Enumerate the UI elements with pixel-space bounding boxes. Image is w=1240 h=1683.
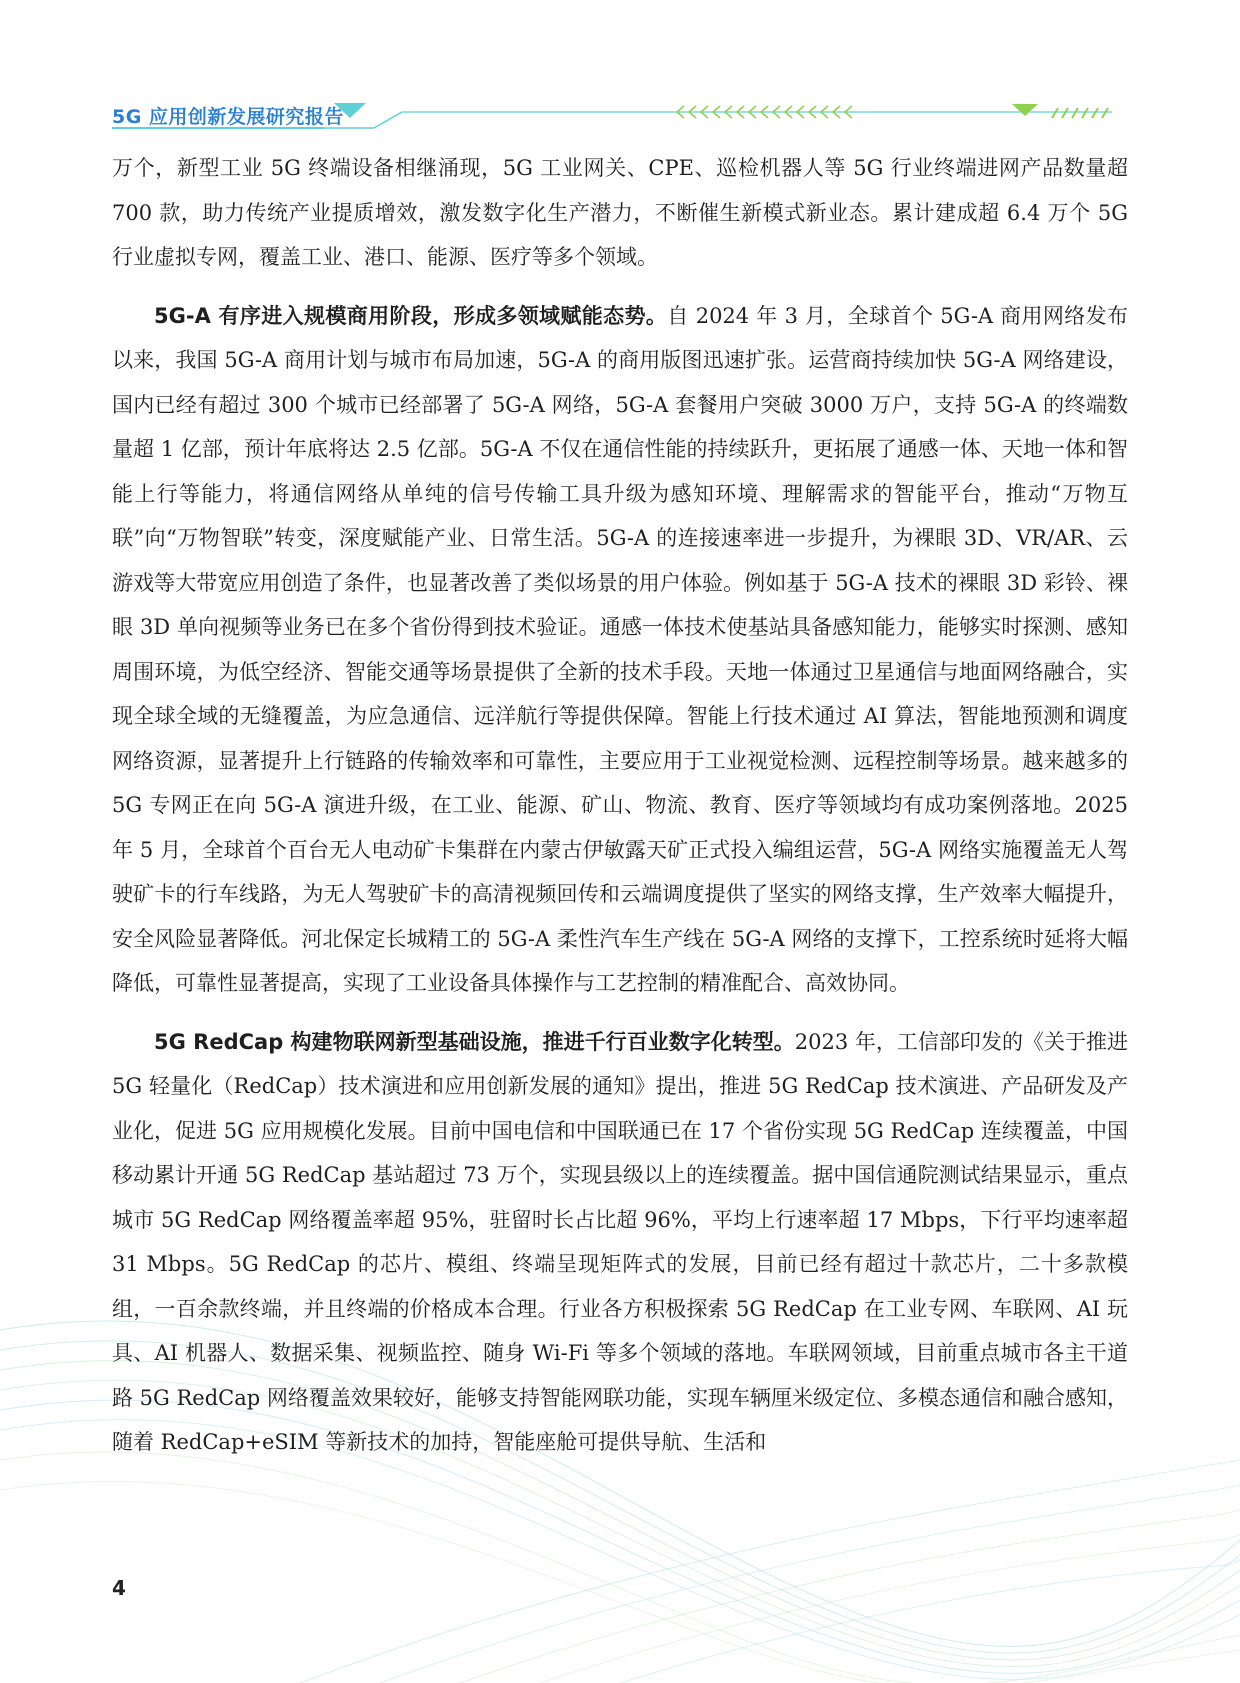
header-title: 5G 应用创新发展研究报告 bbox=[112, 106, 344, 128]
paragraph-lead: 5G-A 有序进入规模商用阶段，形成多领域赋能态势。 bbox=[154, 303, 668, 328]
page-number: 4 bbox=[112, 1576, 126, 1600]
paragraph-text: 2023 年，工信部印发的《关于推进 5G 轻量化（RedCap）技术演进和应用创新发展的通知》提出，推进 5G RedCap 技术演进、产品研发及产业化，促进 5G 应用规模化发展。目前中国电信和中国联通已在 17 个省份实现 5G RedCap 连续覆盖，中国移动累计开通 5G RedCap 基站超过 73 万个，实现县级以上的连续覆盖。据中国信通院测试结果显示，重点城市 5G RedCap 网络覆盖率超 95%，驻留时长占比超 96%，平均上行速率超 17 Mbps，下行平均速率超 31 Mbps。5G RedCap 的芯片、模组、终端呈现矩阵式的发展，目前已经有超过十款芯片，二十多款模组，一百余款终端，并且终端的价格成本合理。行业各方积极探索 5G RedCap 在工业专网、车联网、AI 玩具、AI 机器人、数据采集、视频监控、随身 Wi-Fi 等多个领域的落地。车联网领域，目前重点城市各主干道路 5G RedCap 网络覆盖效果较好，能够支持智能网联功能，实现车辆厘米级定位、多模态通信和融合感知，随着 RedCap+eSIM 等新技术的加持，智能座舱可提供导航、生活和 bbox=[112, 1029, 1128, 1454]
running-header bbox=[112, 98, 1132, 134]
paragraph-continuation bbox=[112, 146, 1128, 280]
paragraph-text: 万个，新型工业 5G 终端设备相继涌现，5G 工业网关、CPE、巡检机器人等 5G 行业终端进网产品数量超 700 款，助力传统产业提质增效，激发数字化生产潜力，不断催生新模式新业态。累计建成超 6.4 万个 5G 行业虚拟专网，覆盖工业、港口、能源、医疗等多个领域。 bbox=[112, 156, 1128, 269]
paragraph-5g-redcap bbox=[112, 1020, 1128, 1465]
body-text bbox=[112, 146, 1128, 1465]
paragraph-5g-a bbox=[112, 294, 1128, 1006]
paragraph-lead: 5G RedCap 构建物联网新型基础设施，推进千行百业数字化转型。 bbox=[154, 1029, 795, 1054]
paragraph-text: 自 2024 年 3 月，全球首个 5G-A 商用网络发布以来，我国 5G-A 商用计划与城市布局加速，5G-A 的商用版图迅速扩张。运营商持续加快 5G-A 网络建设，国内已经有超过 300 个城市已经部署了 5G-A 网络，5G-A 套餐用户突破 3000 万户，支持 5G-A 的终端数量超 1 亿部，预计年底将达 2.5 亿部。5G-A 不仅在通信性能的持续跃升，更拓展了通感一体、天地一体和智能上行等能力，将通信网络从单纯的信号传输工具升级为感知环境、理解需求的智能平台，推动“万物互联”向“万物智联”转变，深度赋能产业、日常生活。5G-A 的连接速率进一步提升，为裸眼 3D、VR/AR、云游戏等大带宽应用创造了条件，也显著改善了类似场景的用户体验。例如基于 5G-A 技术的裸眼 3D 彩铃、裸眼 3D 单向视频等业务已在多个省份得到技术验证。通感一体技术使基站具备感知能力，能够实时探测、感知周围环境，为低空经济、智能交通等场景提供了全新的技术手段。天地一体通过卫星通信与地面网络融合，实现全球全域的无缝覆盖，为应急通信、远洋航行等提供保障。智能上行技术通过 AI 算法，智能地预测和调度网络资源，显著提升上行链路的传输效率和可靠性，主要应用于工业视觉检测、远程控制等场景。越来越多的 5G 专网正在向 5G-A 演进升级，在工业、能源、矿山、物流、教育、医疗等领域均有成功案例落地。2025 年 5 月，全球首个百台无人电动矿卡集群在内蒙古伊敏露天矿正式投入编组运营，5G-A 网络实施覆盖无人驾驶矿卡的行车线路，为无人驾驶矿卡的高清视频回传和云端调度提供了坚实的网络支撑，生产效率大幅提升，安全风险显著降低。河北保定长城精工的 5G-A 柔性汽车生产线在 5G-A 网络的支撑下，工控系统时延将大幅降低，可靠性显著提高，实现了工业设备具体操作与工艺控制的精准配合、高效协同。 bbox=[112, 303, 1128, 995]
